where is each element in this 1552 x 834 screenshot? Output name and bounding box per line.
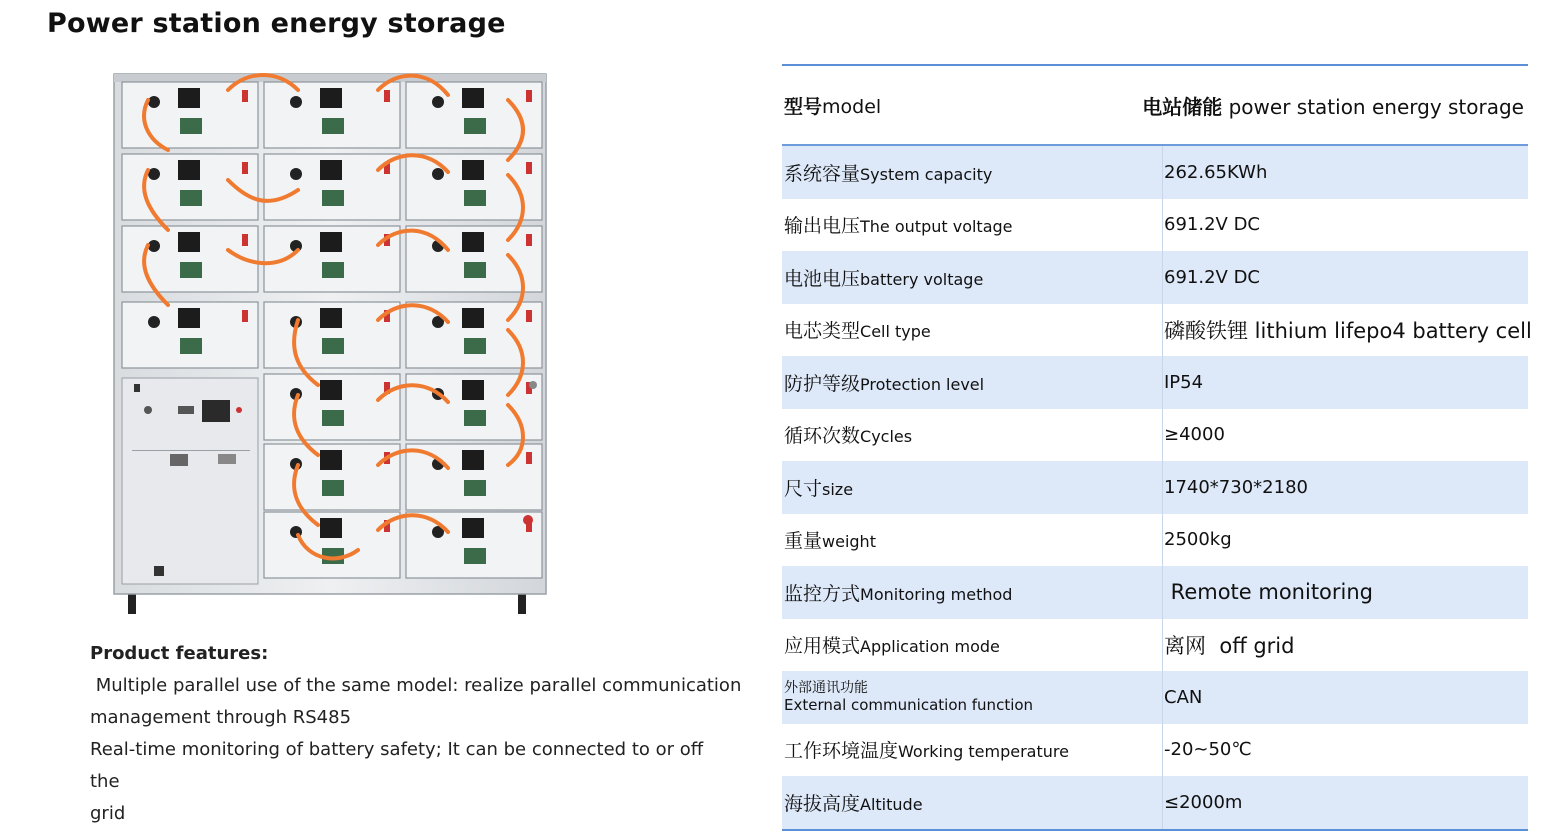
spec-label-zh: 电芯类型 [784,320,861,343]
column-divider [1162,566,1163,619]
spec-label-zh: 防护等级 [784,372,861,395]
spec-row-monitoring-method [782,566,1528,619]
spec-label-en: size [822,479,854,499]
spec-label-en: The output voltage [860,217,1013,237]
column-divider [1162,724,1163,777]
spec-label-zh: 应用模式 [784,635,861,658]
spec-label-zh: 重量 [784,530,823,553]
spec-label-en: System capacity [860,164,993,184]
spec-label-en: battery voltage [860,269,984,289]
spec-value: 2500kg [1164,529,1232,551]
spec-value: 离网 off grid [1164,633,1295,658]
column-divider [1162,356,1163,409]
spec-label [784,369,984,396]
spec-label-en: Cell type [860,322,931,342]
column-divider [1162,146,1163,199]
battery-cabinet-image [108,60,578,626]
feature-line: Real-time monitoring of battery safety; It can be connected to or off the [90,739,704,792]
column-divider [1162,619,1163,672]
spec-label-en: Altitude [860,794,923,814]
column-divider [1162,409,1163,462]
spec-value: 1740*730*2180 [1164,476,1308,498]
spec-row-application-mode [782,619,1528,672]
spec-label-zh: 尺寸 [784,477,823,500]
spec-label-zh: 系统容量 [784,162,861,185]
spec-label [784,579,1012,606]
spec-label [784,631,1000,658]
spec-label [784,474,853,501]
model-label-zh: 型号 [784,95,823,118]
spec-label-zh: 工作环境温度 [784,740,899,763]
spec-label [784,316,931,343]
spec-value: IP54 [1164,371,1204,393]
spec-value: 磷酸铁锂 lithium lifepo4 battery cell [1164,318,1532,343]
column-divider [1162,671,1163,724]
spec-label-zh: 外部通讯功能 [784,679,868,696]
spec-label [784,736,1069,763]
spec-value: Remote monitoring [1164,580,1374,605]
feature-line: grid [90,803,126,824]
spec-label-en: External communication function [784,695,1034,714]
model-value-zh: 电站储能 [1142,94,1223,119]
spec-row-output-voltage [782,199,1528,252]
spec-row-external-communication [782,671,1528,724]
spec-row-weight [782,514,1528,567]
spec-label-en: Cycles [860,427,913,447]
spec-value: 691.2V DC [1164,214,1260,236]
model-value [1142,91,1524,120]
spec-value: CAN [1164,686,1203,708]
spec-value: ≥4000 [1164,424,1225,446]
spec-row-battery-voltage [782,251,1528,304]
page-title: Power station energy storage [47,8,506,39]
model-value-en: power station energy storage [1222,94,1524,119]
spec-label [784,526,876,553]
column-divider [1162,461,1163,514]
spec-row-system-capacity [782,146,1528,199]
spec-label-zh: 电池电压 [784,267,861,290]
feature-line: Multiple parallel use of the same model: realize parallel communication [90,675,742,696]
column-divider [1162,514,1163,567]
column-divider [1162,776,1163,829]
spec-row-size [782,461,1528,514]
spec-value: 262.65KWh [1164,161,1268,183]
spec-label [784,680,1033,715]
spec-row-altitude [782,776,1528,829]
spec-label-zh: 海拔高度 [784,792,861,815]
spec-label-en: Application mode [860,637,1000,657]
spec-value: -20~50℃ [1164,739,1252,761]
spec-label-en: Protection level [860,374,985,394]
model-label-en: model [822,95,882,118]
spec-label-zh: 循环次数 [784,425,861,448]
spec-label [784,264,983,291]
spec-row-working-temperature [782,724,1528,777]
column-divider [1162,304,1163,357]
spec-header-row [782,66,1528,146]
features-heading: Product features: [90,643,269,664]
spec-table [782,64,1532,831]
feature-line: management through RS485 [90,707,352,728]
column-divider [1162,199,1163,252]
spec-label-zh: 输出电压 [784,215,861,238]
spec-value: 691.2V DC [1164,266,1260,288]
spec-row-cycles [782,409,1528,462]
spec-row-protection-level [782,356,1528,409]
spec-label-zh: 监控方式 [784,582,861,605]
model-label [784,92,881,119]
spec-label [784,159,992,186]
product-features [90,638,742,830]
spec-label-en: Monitoring method [860,584,1013,604]
column-divider [1162,251,1163,304]
spec-value: ≤2000m [1164,791,1243,813]
spec-label-en: weight [822,532,876,552]
spec-label [784,211,1013,238]
spec-row-cell-type [782,304,1532,357]
spec-label-en: Working temperature [898,742,1069,762]
spec-label [784,789,923,816]
spec-label [784,421,912,448]
